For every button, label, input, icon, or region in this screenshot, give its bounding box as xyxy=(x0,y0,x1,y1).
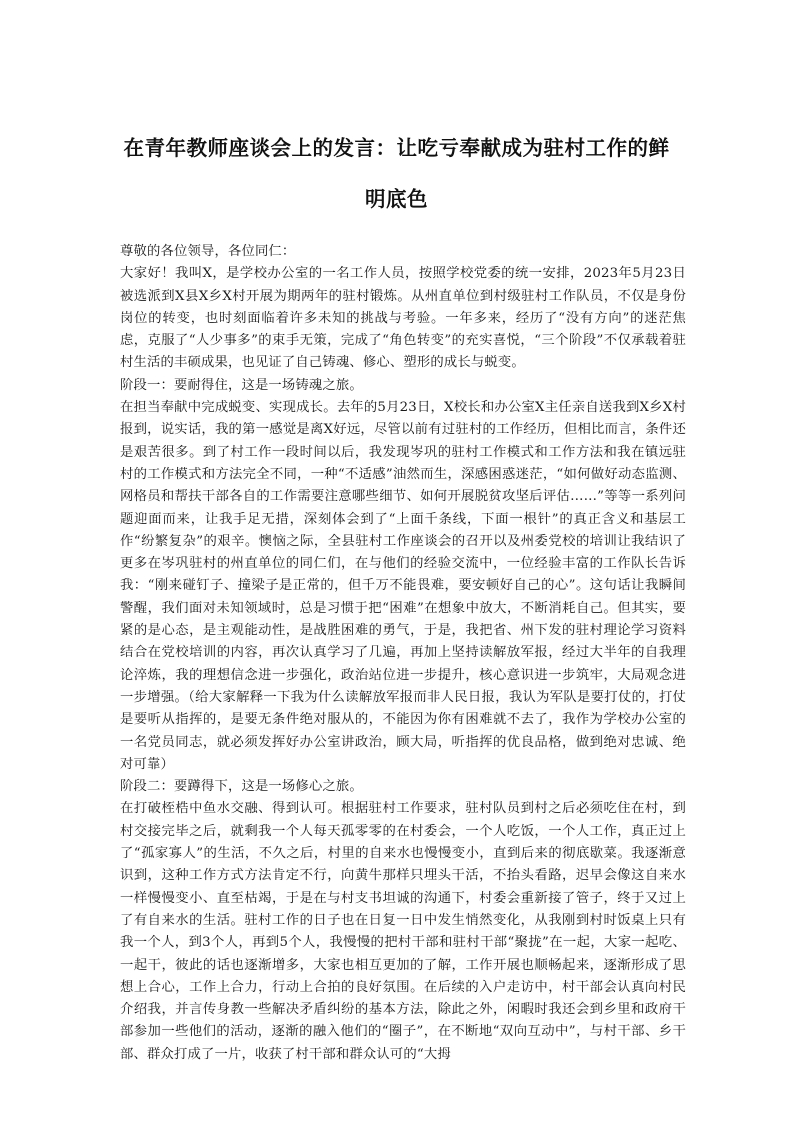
document-body xyxy=(120,241,686,1066)
paragraph-intro: 大家好！我叫X，是学校办公室的一名工作人员，按照学校党委的统一安排，2023年5月23日被选派到X县X乡X村开展为期两年的驻村锻炼。从州直单位到村级驻村工作队员，不仅是身份岗位的转变，也时刻面临着许多未知的挑战与考验。一年多来，经历了“没有方向”的迷茫焦虑，克服了“人少事多”的束手无策，完成了“角色转变”的充实喜悦，“三个阶段”不仅承载着驻村生活的丰硕成果，也见证了自己铸魂、修心、塑形的成长与蜕变。 xyxy=(120,266,686,371)
section-heading-1: 阶段一：要耐得住，这是一场铸魂之旅。 xyxy=(120,377,363,393)
document-title-line-1: 在青年教师座谈会上的发言：让吃亏奉献成为驻村工作的鲜 xyxy=(123,136,670,160)
paragraph-stage-1: 在担当奉献中完成蜕变、实现成长。去年的5月23日，X校长和办公室X主任亲自送我到X乡X村报到，说实话，我的第一感觉是离X好远，尽管以前有过驻村的工作经历，但相比而言，条件还是艰苦很多。到了村工作一段时间以后，我发现岑巩的驻村工作模式和工作方法和我在镇远驻村的工作模式和方法完全不同，一种“不适感”油然而生，深感困惑迷茫，“如何做好动态监测、网格员和帮扶干部各自的工作需要注意哪些细节、如何开展脱贫攻坚后评估……”等等一系列问题迎面而来，让我手足无措，深刻体会到了“上面千条线，下面一根针”的真正含义和基层工作“纷繁复杂”的艰辛。懊恼之际，全县驻村工作座谈会的召开以及州委党校的培训让我结识了更多在岑巩驻村的州直单位的同仁们，在与他们的经验交流中，一位经验丰富的工作队长告诉我：“刚来碰钉子、撞梁子是正常的，但千万不能畏难，要安顿好自己的心”。这句话让我瞬间警醒，我们面对未知领域时，总是习惯于把“困难”在想象中放大，不断消耗自己。但其实，要紧的是心态，是主观能动性，是战胜困难的勇气，于是，我把省、州下发的驻村理论学习资料结合在党校培训的内容，再次认真学习了几遍，再加上坚持读解放军报，经过大半年的自我理论淬炼，我的理想信念进一步强化，政治站位进一步提升，核心意识进一步筑牢，大局观念进一步增强。（给大家解释一下我为什么读解放军报而非人民日报，我认为军队是要打仗的，打仗是要听从指挥的，是要无条件绝对服从的，不能因为你有困难就不去了，我作为学校办公室的一名党员同志，就必须发挥好办公室讲政治，顾大局，听指挥的优良品格，做到绝对忠诚、绝对可靠） xyxy=(120,400,686,772)
paragraph-stage-2: 在打破桎梏中鱼水交融、得到认可。根据驻村工作要求，驻村队员到村之后必须吃住在村，到村交接完毕之后，就剩我一个人每天孤零零的在村委会，一个人吃饭，一个人工作，真正过上了“孤家寡人”的生活，不久之后，村里的自来水也慢慢变小，直到后来的彻底歇菜。我逐渐意识到，这种工作方式方法肯定不行，向黄牛那样只埋头干活，不抬头看路，迟早会像这自来水一样慢慢变小、直至枯竭，于是在与村支书坦诚的沟通下，村委会重新接了管子，终于又过上了有自来水的生活。驻村工作的日子也在日复一日中发生悄然变化，从我刚到村时饭桌上只有我一个人，到3个人，再到5个人，我慢慢的把村干部和驻村干部“聚拢”在一起，大家一起吃、一起干，彼此的话也逐渐增多，大家也相互更加的了解，工作开展也顺畅起来，逐渐形成了思想上合心，工作上合力，行动上合拍的良好氛围。在后续的入户走访中，村干部会认真向村民介绍我，并言传身教一些解决矛盾纠纷的基本方法，除此之外，闲暇时我还会到乡里和政府干部参加一些他们的活动，逐渐的融入他们的“圈子”，在不断地“双向互动中”，与村干部、乡干部、群众打成了一片，收获了村干部和群众认可的“大拇 xyxy=(120,801,686,1062)
document-title-line-2: 明底色 xyxy=(365,187,428,211)
salutation: 尊敬的各位领导，各位同仁： xyxy=(120,244,296,259)
section-heading-2: 阶段二：要蹲得下，这是一场修心之旅。 xyxy=(120,779,363,795)
